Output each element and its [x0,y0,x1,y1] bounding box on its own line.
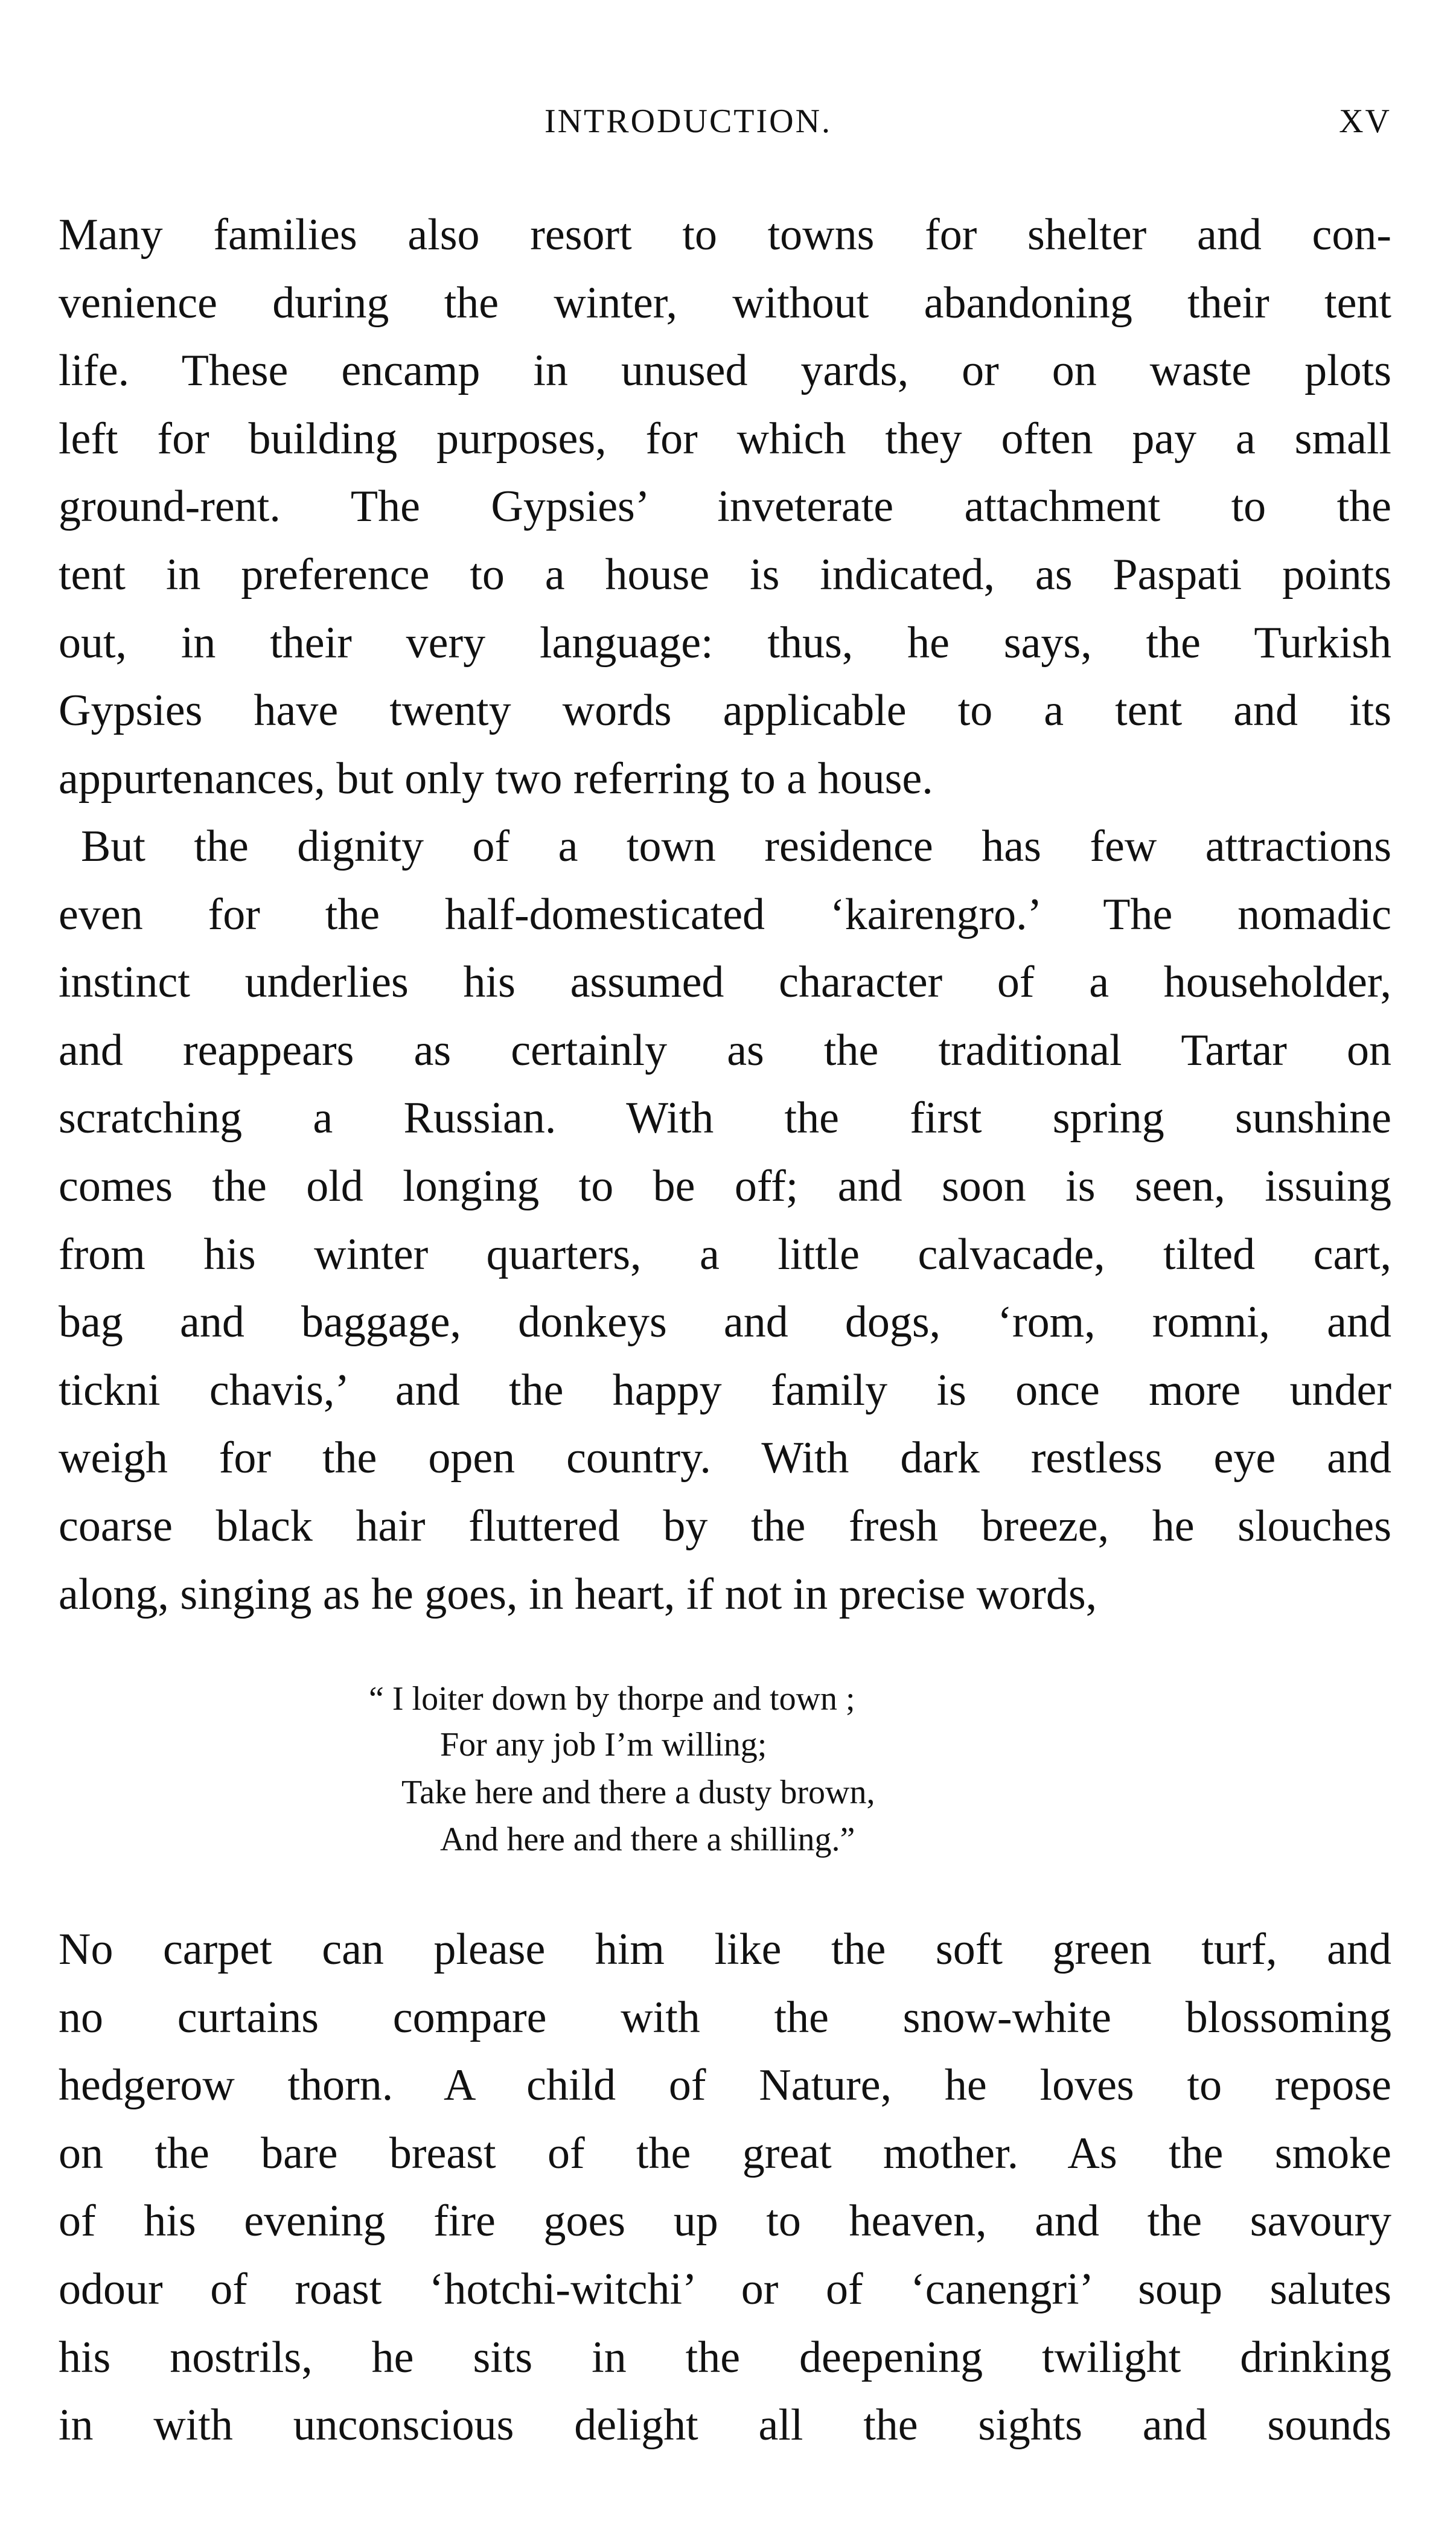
paragraph-3 [59,1916,1391,2460]
text-line: coarse black hair fluttered by the fresh breeze, he slouches [59,1501,1391,1551]
text-line: no curtains compare with the snow-white blossoming [59,1992,1391,2042]
text-line: along, singing as he goes, in heart, if not in precise words, [59,1569,1097,1619]
text-line: tent in preference to a house is indicated, as Paspati points [59,549,1391,599]
text-line: his nostrils, he sits in the deepening twilight drinking [59,2332,1391,2382]
text-line: weigh for the open country. With dark restless eye and [59,1433,1391,1483]
text-line: life. These encamp in unused yards, or on waste plots [59,346,1391,396]
paragraph-1 [59,201,1391,813]
text-line: even for the half-domesticated ‘kairengro.’ The nomadic [59,889,1391,939]
verse-line: And here and there a shilling.” [440,1821,855,1858]
text-line: Many families also resort to towns for shelter and con- [59,210,1391,260]
text-line: instinct underlies his assumed character of a householder, [59,957,1391,1008]
text-line: out, in their very language: thus, he says, the Turkish [59,618,1391,668]
text-line: No carpet can please him like the soft green turf, and [59,1925,1391,1974]
text-line: appurtenances, but only two referring to a house. [59,753,933,804]
text-line: on the bare breast of the great mother. As the smoke [59,2128,1391,2178]
text-line: Gypsies have twenty words applicable to a tent and its [59,686,1391,736]
text-line: But the dignity of a town residence has few attractions [81,822,1391,871]
paragraph-2 [59,813,1391,1628]
text-line: bag and baggage, donkeys and dogs, ‘rom, romni, and [59,1297,1391,1348]
text-line: and reappears as certainly as the traditional Tartar on [59,1025,1391,1075]
text-line: of his evening fire goes up to heaven, and the savoury [59,2196,1391,2246]
text-line: in with unconscious delight all the sights and sounds [59,2400,1391,2450]
text-line: scratching a Russian. With the first spring sunshine [59,1093,1391,1143]
page-number: XV [1339,103,1391,140]
running-header-title: INTRODUCTION. [544,103,832,140]
text-line: venience during the winter, without abandoning their tent [59,278,1391,328]
verse-line: “ I loiter down by thorpe and town ; [369,1680,855,1718]
text-line: ground-rent. The Gypsies’ inveterate attachment to the [59,482,1391,532]
verse-line: For any job I’m willing; [440,1726,767,1763]
verse-line: Take here and there a dusty brown, [401,1774,875,1811]
text-line: hedgerow thorn. A child of Nature, he loves to repose [59,2060,1391,2111]
text-line: from his winter quarters, a little calvacade, tilted cart, [59,1229,1391,1279]
text-line: left for building purposes, for which they often pay a small [59,414,1391,464]
text-line: odour of roast ‘hotchi-witchi’ or of ‘canengri’ soup salutes [59,2264,1391,2314]
text-line: comes the old longing to be off; and soon is seen, issuing [59,1161,1391,1211]
text-line: tickni chavis,’ and the happy family is once more under [59,1365,1391,1415]
